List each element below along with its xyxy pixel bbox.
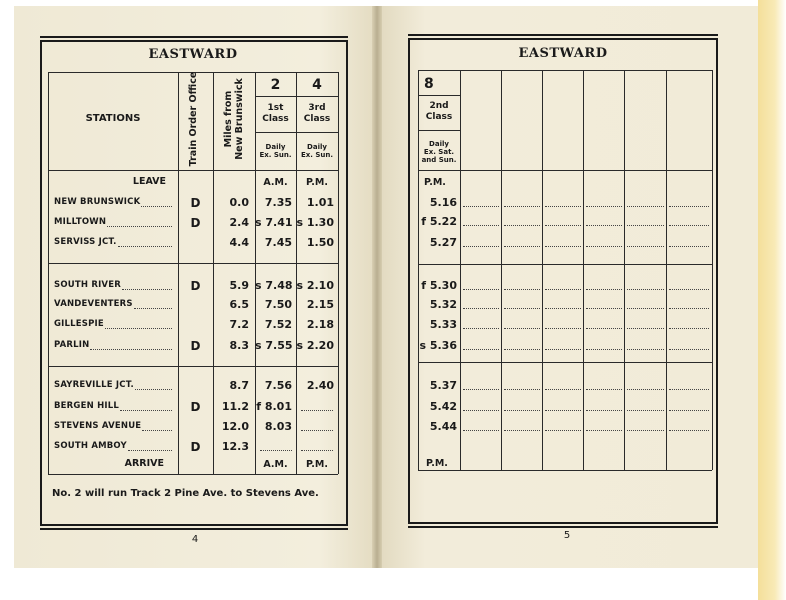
station-leader-dots	[107, 226, 172, 227]
train-4-days-line2: Ex. Sun.	[300, 151, 334, 159]
train-2-time: 7.50	[264, 298, 292, 311]
train-4-number: 4	[312, 77, 322, 93]
station-name: VANDEVENTERS	[54, 299, 133, 309]
blank-cell-leader	[627, 430, 664, 431]
miles-value: 12.0	[221, 420, 249, 433]
miles-header-line2: New Brunswick	[234, 78, 245, 160]
left-table-bottom	[48, 474, 338, 475]
train-2-class-line1: 1st	[267, 103, 284, 113]
train-4-time: 1.50	[306, 236, 334, 249]
blank-cell-leader	[669, 389, 709, 390]
left-page-number: 4	[191, 534, 199, 545]
train-2-time: 7.35	[264, 196, 292, 209]
right-col-line-2	[460, 70, 461, 470]
station-name: SAYREVILLE JCT.	[54, 380, 134, 390]
train-8-number: 8	[424, 76, 434, 92]
train-4-time: 2.18	[306, 318, 334, 331]
left-col-line-4	[255, 72, 256, 474]
train-8-time: s 5.36	[419, 339, 457, 352]
blank-cell-leader	[627, 308, 664, 309]
train-8-time: f 5.22	[421, 215, 457, 228]
right-page-title: EASTWARD	[518, 46, 608, 61]
station-leader-dots	[141, 206, 172, 207]
blank-cell-leader	[545, 246, 581, 247]
train-8-time: 5.42	[429, 400, 457, 413]
right-section-sep-2	[418, 362, 712, 363]
blank-cell-leader	[669, 225, 709, 226]
miles-header-line1: Miles from	[223, 90, 234, 148]
station-leader-dots	[128, 450, 172, 451]
train-4-blank	[301, 410, 333, 411]
blank-cell-leader	[627, 328, 664, 329]
blank-cell-leader	[545, 289, 581, 290]
left-col-line-6	[338, 72, 339, 474]
blank-cell-leader	[504, 206, 540, 207]
right-col-line-3	[501, 70, 502, 470]
miles-value: 2.4	[229, 216, 249, 229]
left-header-bottom-line	[48, 170, 338, 171]
blank-cell-leader	[586, 289, 622, 290]
blank-cell-leader	[463, 225, 499, 226]
train-4-time: 1.01	[306, 196, 334, 209]
blank-cell-leader	[463, 430, 499, 431]
blank-cell-leader	[504, 225, 540, 226]
station-leader-dots	[134, 308, 172, 309]
train-2-time: f 8.01	[256, 400, 292, 413]
blank-cell-leader	[545, 308, 581, 309]
station-name: PARLIN	[54, 340, 90, 350]
blank-cell-leader	[586, 430, 622, 431]
blank-cell-leader	[463, 308, 499, 309]
station-name: NEW BRUNSWICK	[54, 197, 141, 207]
train-4-time: 2.40	[306, 379, 334, 392]
right-number-line	[418, 95, 460, 96]
blank-cell-leader	[669, 349, 709, 350]
station-name: BERGEN HILL	[54, 401, 119, 411]
station-name: SOUTH AMBOY	[54, 441, 127, 451]
train-8-time: 5.37	[429, 379, 457, 392]
train-2-leave-am: A.M.	[263, 177, 288, 188]
right-col-line-5	[583, 70, 584, 470]
blank-cell-leader	[463, 246, 499, 247]
blank-cell-leader	[627, 389, 664, 390]
miles-value: 8.3	[229, 339, 249, 352]
train-2-time: 7.45	[264, 236, 292, 249]
train-2-time: s 7.48	[255, 279, 293, 292]
footnote: No. 2 will run Track 2 Pine Ave. to Stevens Ave.	[52, 488, 319, 499]
blank-cell-leader	[463, 389, 499, 390]
blank-cell-leader	[504, 389, 540, 390]
train-2-time: s 7.41	[255, 216, 293, 229]
blank-cell-leader	[545, 225, 581, 226]
train-2-days-line1: Daily	[265, 143, 286, 151]
station-leader-dots	[105, 328, 172, 329]
train-8-time: 5.33	[429, 318, 457, 331]
station-name: SERVISS JCT.	[54, 237, 117, 247]
blank-cell-leader	[504, 349, 540, 350]
train-2-time: 7.56	[264, 379, 292, 392]
train-4-days-line1: Daily	[307, 143, 327, 151]
blank-cell-leader	[627, 410, 664, 411]
right-section-sep-1	[418, 264, 712, 265]
right-col-line-4	[542, 70, 543, 470]
train-2-days	[255, 143, 296, 159]
blank-cell-leader	[463, 289, 499, 290]
right-page-number: 5	[563, 530, 571, 541]
miles-value: 11.2	[221, 400, 249, 413]
blank-cell-leader	[545, 349, 581, 350]
train-2-time: 7.52	[264, 318, 292, 331]
station-leader-dots	[90, 349, 172, 350]
blank-cell-leader	[669, 410, 709, 411]
train-order-office-mark: D	[190, 279, 201, 293]
left-col-line-1	[48, 72, 49, 474]
right-table-bottom	[418, 470, 712, 471]
train-4-time: s 2.10	[296, 279, 334, 292]
train-order-office-mark: D	[190, 339, 201, 353]
train-8-days-line3: and Sun.	[421, 156, 457, 164]
train-8-time: 5.32	[429, 298, 457, 311]
station-name: MILLTOWN	[54, 217, 107, 227]
blank-cell-leader	[545, 206, 581, 207]
blank-cell-leader	[504, 328, 540, 329]
train-4-leave-pm: P.M.	[306, 177, 328, 188]
station-name: STEVENS AVENUE	[54, 421, 142, 431]
left-page-title: EASTWARD	[148, 47, 238, 62]
blank-cell-leader	[627, 289, 664, 290]
train-2-time: 8.03	[264, 420, 292, 433]
blank-cell-leader	[586, 389, 622, 390]
blank-cell-leader	[504, 308, 540, 309]
miles-value: 7.2	[229, 318, 249, 331]
train-order-office-mark: D	[190, 400, 201, 414]
blank-cell-leader	[669, 308, 709, 309]
blank-cell-leader	[504, 246, 540, 247]
train-4-class	[296, 103, 338, 125]
train-order-office-mark: D	[190, 440, 201, 454]
train-8-time: 5.27	[429, 236, 457, 249]
blank-cell-leader	[627, 246, 664, 247]
train-4-blank	[301, 430, 333, 431]
blank-cell-leader	[669, 328, 709, 329]
left-section-sep-2	[48, 366, 338, 367]
blank-cell-leader	[669, 430, 709, 431]
train-order-office-mark: D	[190, 216, 201, 230]
train-4-arrive-pm: P.M.	[306, 459, 328, 470]
train-2-time: s 7.55	[255, 339, 293, 352]
train-8-class-line1: 2nd	[429, 101, 449, 111]
train-2-class	[255, 103, 296, 125]
train-8-time: f 5.30	[421, 279, 457, 292]
book-gutter	[372, 6, 382, 568]
blank-cell-leader	[586, 225, 622, 226]
miles-header	[223, 70, 247, 168]
train-2-days-line2: Ex. Sun.	[259, 151, 292, 159]
train-order-office-mark: D	[190, 196, 201, 210]
train-4-time: 2.15	[306, 298, 334, 311]
station-leader-dots	[142, 430, 172, 431]
train-8-days-line1: Daily	[429, 140, 449, 148]
blank-cell-leader	[627, 225, 664, 226]
blank-cell-leader	[463, 206, 499, 207]
train-8-time: 5.44	[429, 420, 457, 433]
blank-cell-leader	[586, 349, 622, 350]
train-4-days	[296, 143, 338, 159]
train-4-class-line1: 3rd	[308, 103, 326, 113]
train-4-blank	[301, 450, 333, 451]
blank-cell-leader	[504, 289, 540, 290]
left-section-sep-1	[48, 263, 338, 264]
blank-cell-leader	[586, 206, 622, 207]
train-8-arrive-pm: P.M.	[426, 458, 448, 469]
miles-value: 0.0	[229, 196, 249, 209]
train-2-class-line2: Class	[262, 114, 289, 124]
station-leader-dots	[118, 246, 172, 247]
right-class-line	[418, 130, 460, 131]
right-col-line-8	[712, 70, 713, 470]
train-8-class-line2: Class	[425, 112, 453, 122]
blank-cell-leader	[545, 328, 581, 329]
train-8-time: 5.16	[429, 196, 457, 209]
station-leader-dots	[122, 289, 172, 290]
left-col-line-3	[213, 72, 214, 474]
miles-value: 12.3	[221, 440, 249, 453]
right-header-bottom-line	[418, 170, 712, 171]
train-8-days	[418, 140, 460, 164]
miles-value: 4.4	[229, 236, 249, 249]
blank-cell-leader	[504, 430, 540, 431]
blank-cell-leader	[545, 430, 581, 431]
miles-value: 8.7	[229, 379, 249, 392]
blank-cell-leader	[627, 206, 664, 207]
right-col-line-6	[624, 70, 625, 470]
blank-cell-leader	[669, 206, 709, 207]
train-2-number: 2	[270, 77, 281, 93]
station-name: GILLESPIE	[54, 319, 104, 329]
blank-cell-leader	[586, 246, 622, 247]
stations-header: STATIONS	[85, 113, 141, 124]
blank-cell-leader	[463, 328, 499, 329]
blank-cell-leader	[627, 349, 664, 350]
station-leader-dots	[120, 410, 172, 411]
book-edge	[758, 0, 786, 600]
blank-cell-leader	[463, 410, 499, 411]
right-header-top-line	[418, 70, 712, 71]
train-2-arrive-am: A.M.	[263, 459, 288, 470]
right-col-line-7	[666, 70, 667, 470]
blank-cell-leader	[669, 289, 709, 290]
blank-cell-leader	[463, 349, 499, 350]
train-8-leave-pm: P.M.	[424, 177, 446, 188]
arrive-label: ARRIVE	[124, 458, 164, 469]
train-order-office-header: Train Order Office	[188, 71, 199, 167]
blank-cell-leader	[669, 246, 709, 247]
miles-value: 6.5	[229, 298, 249, 311]
blank-cell-leader	[545, 410, 581, 411]
blank-cell-leader	[504, 410, 540, 411]
train-4-time: s 1.30	[296, 216, 334, 229]
leave-label: LEAVE	[132, 176, 166, 187]
station-name: SOUTH RIVER	[54, 280, 121, 290]
train-4-class-line2: Class	[303, 114, 331, 124]
station-leader-dots	[135, 389, 172, 390]
train-2-blank	[260, 450, 292, 451]
train-8-class	[418, 101, 460, 123]
blank-cell-leader	[586, 308, 622, 309]
blank-cell-leader	[586, 328, 622, 329]
blank-cell-leader	[586, 410, 622, 411]
miles-value: 5.9	[229, 279, 249, 292]
blank-cell-leader	[545, 389, 581, 390]
train-8-days-line2: Ex. Sat.	[423, 148, 455, 156]
train-4-time: s 2.20	[296, 339, 334, 352]
left-col-line-5	[296, 72, 297, 474]
